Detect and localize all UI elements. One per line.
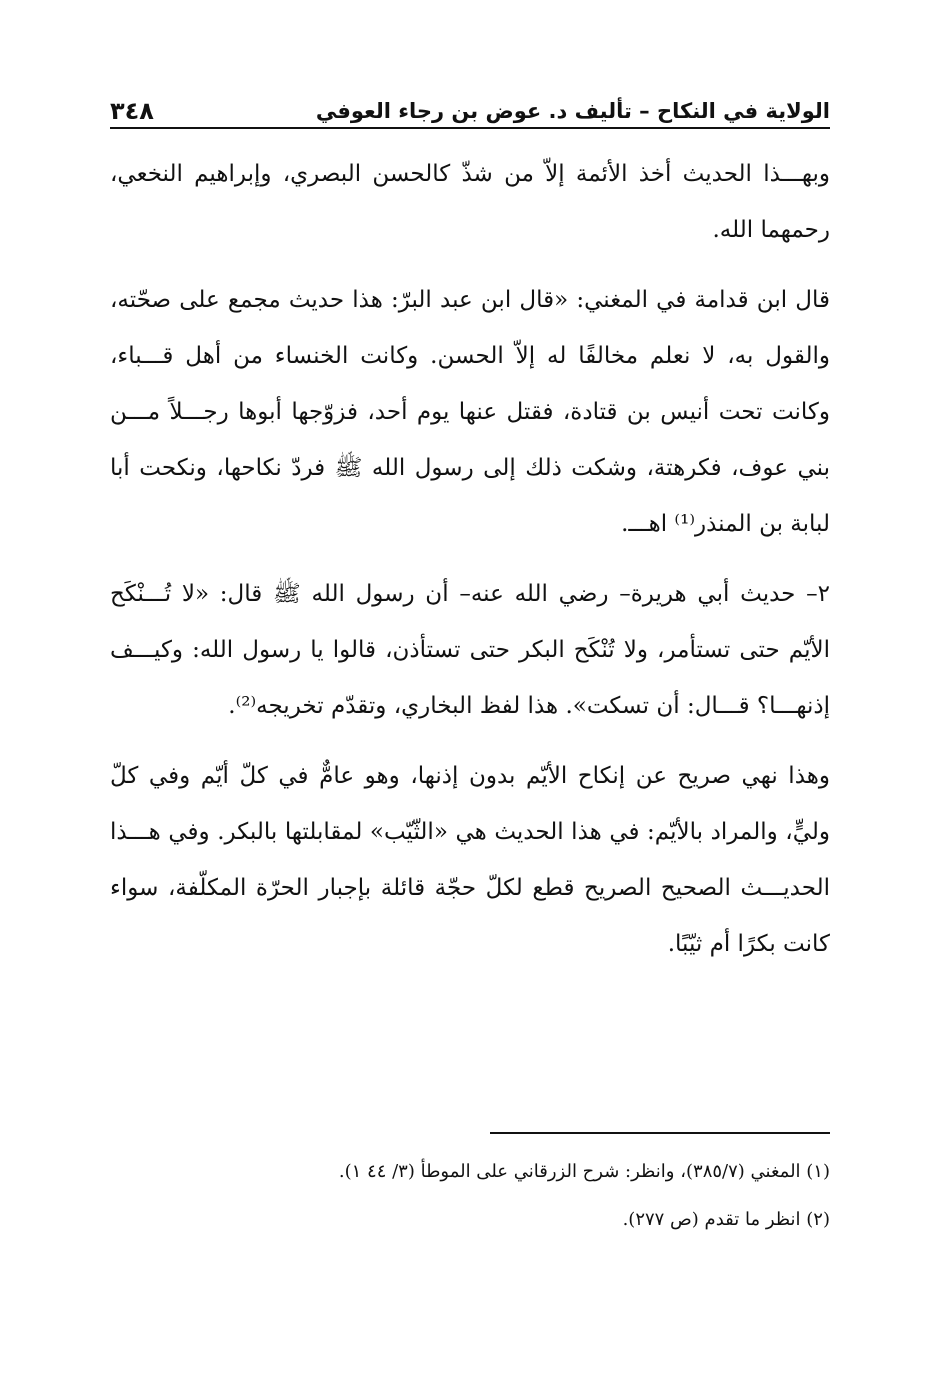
page-number: ٣٤٨ — [110, 97, 154, 125]
footnote-1: (١) المغني (٣٨٥/٧)، وانظر: شرح الزرقاني على الموطأ (٣/ ٤٤ ١). — [338, 1161, 830, 1182]
book-page — [110, 80, 830, 1320]
paragraph-4: وهذا نهي صريح عن إنكاح الأيّم بدون إذنها، وهو عامٌّ في كلّ أيّم وفي كلّ وليٍّ، والمراد بالأيّم: في هذا الحديث هي «الثّيّب» لمقابلتها بالبكر. وفي هـــذا الحديـــث الصحيح الصريح قطع لكلّ حجّة قائلة بإجبار الحرّة المكلّفة، سواء كانت بكرًا أم ثيّبًا. — [110, 763, 830, 957]
header-rule — [110, 127, 830, 129]
body-text — [110, 146, 830, 986]
paragraph-2: قال ابن قدامة في المغني: «قال ابن عبد البرّ: هذا حديث مجمع على صحّته، والقول به، لا نعلم مخالفًا له إلاّ الحسن. وكانت الخنساء من أهل قـــباء، وكانت تحت أنيس بن قتادة، فقتل عنها يوم أحد، فزوّجها أبوها رجـــلاً مـــن بني عوف، فكرهتة، وشكت ذلك إلى رسول الله ﷺ فردّ نكاحها، ونكحت أبا لبابة بن المنذر⁽¹⁾ اهـــ. — [110, 287, 830, 537]
footnote-2: (٢) انظر ما تقدم (ص ٢٧٧). — [622, 1209, 830, 1230]
running-title: الولاية في النكاح – تأليف د. عوض بن رجاء العوفي — [315, 99, 830, 123]
paragraph-1: وبهـــذا الحديث أخذ الأئمة إلاّ من شذّ كالحسن البصري، وإبراهيم النخعي، رحمهما الله. — [110, 161, 830, 243]
paragraph-3: ٢– حديث أبي هريرة– رضي الله عنه– أن رسول الله ﷺ قال: «لا تُـــنْكَح الأيّم حتى تستأمر، ولا تُنْكَح البكر حتى تستأذن، قالوا يا رسول الله: وكيـــف إذنهـــا؟ قـــال: أن تسكت». هذا لفظ البخاري، وتقدّم تخريجه⁽²⁾. — [110, 581, 830, 719]
running-header — [110, 80, 830, 126]
footnotes — [110, 1154, 830, 1250]
footnote-rule — [490, 1132, 830, 1134]
